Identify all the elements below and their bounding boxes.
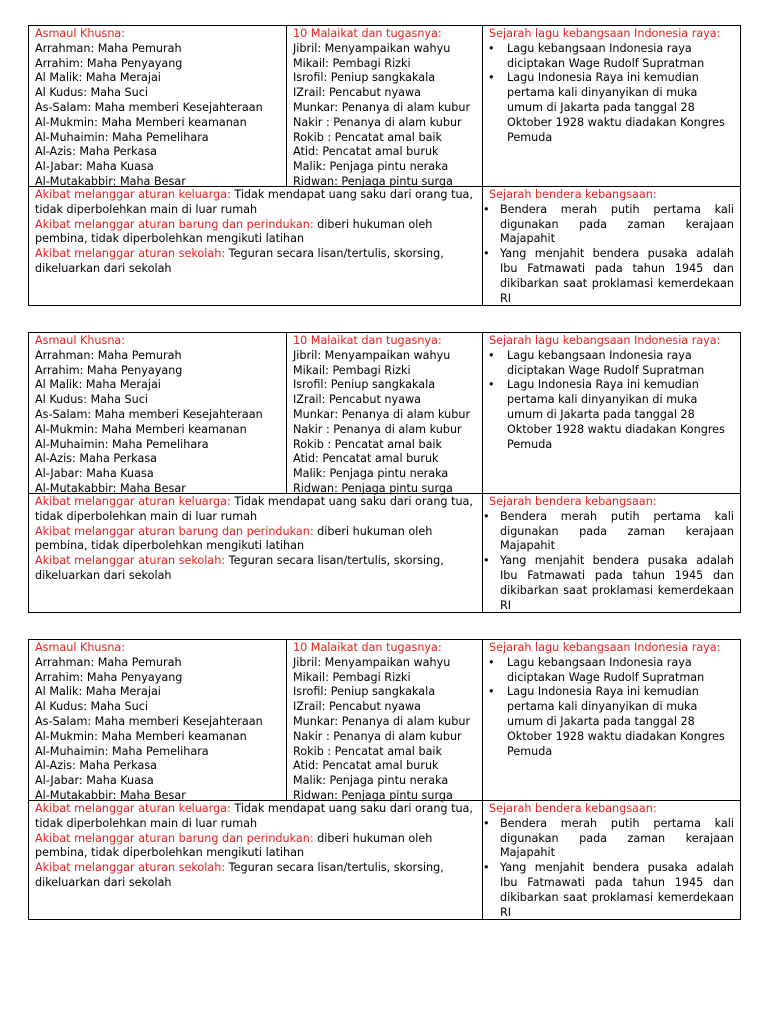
aturan-keluarga-text: Tidak mendapat uang saku dari orang tua, tidak diperbolehkan main di luar rumah (35, 495, 473, 523)
info-card (28, 25, 741, 306)
aturan-barung-text: diberi hukuman oleh pembina, tidak diperbolehkan mengikuti latihan (35, 217, 433, 246)
info-card (28, 332, 741, 613)
aturan-sekolah-label: Akibat melanggar aturan sekolah: (35, 247, 226, 261)
lagu-item-text: Lagu kebangsaan Indonesia raya diciptakan Wage Rudolf Supratman (507, 348, 705, 377)
bullet-icon: • (488, 348, 495, 362)
malaikat-item: Ridwan: Penjaga pintu surga (293, 788, 453, 802)
list-item (489, 685, 734, 759)
aturan-barung-label: Akibat melanggar aturan barung dan perindukan: (35, 831, 314, 845)
asmaul-item: Arrahim: Maha Penyayang (35, 670, 183, 684)
list-item (489, 71, 734, 145)
malaikat-item: Atid: Pencatat amal buruk (293, 452, 439, 466)
asmaul-khusna-title: Asmaul Khusna: (35, 334, 126, 347)
lagu-item-text: Lagu kebangsaan Indonesia raya diciptakan Wage Rudolf Supratman (507, 655, 705, 684)
aturan-keluarga-text: Tidak mendapat uang saku dari orang tua, tidak diperbolehkan main di luar rumah (35, 188, 473, 216)
info-card (28, 639, 741, 920)
lagu-item-text: Lagu kebangsaan Indonesia raya diciptakan Wage Rudolf Supratman (507, 41, 705, 70)
lagu-title: Sejarah lagu kebangsaan Indonesia raya: (489, 27, 721, 40)
aturan-sekolah (35, 247, 476, 277)
bendera-item-text: Yang menjahit bendera pusaka adalah Ibu Fatmawati pada tahun 1945 dan dikibarkan saat proklamasi kemerdekaan RI (500, 861, 734, 919)
aturan-barung (35, 832, 476, 862)
malaikat-item: Nakir : Penanya di alam kubur (293, 422, 462, 436)
malaikat-item: Isrofil: Peniup sangkakala (293, 685, 436, 699)
asmaul-item: Al Malik: Maha Merajai (35, 378, 161, 392)
asmaul-item: Al Kudus: Maha Suci (35, 86, 148, 100)
asmaul-item: Al-Mukmin: Maha Memberi keamanan (35, 729, 247, 743)
bullet-icon: • (483, 247, 490, 261)
asmaul-item: Al-Jabar: Maha Kuasa (35, 774, 154, 788)
bendera-item-text: Bendera merah putih pertama kali digunakan pada zaman kerajaan Majapahit (500, 202, 734, 246)
bendera-list (483, 509, 734, 614)
list-item (489, 42, 734, 72)
asmaul-item: Arrahman: Maha Pemurah (35, 655, 182, 669)
asmaul-item: As-Salam: Maha memberi Kesejahteraan (35, 407, 263, 421)
asmaul-khusna-cell (29, 333, 287, 494)
malaikat-cell (287, 333, 483, 494)
bullet-icon: • (488, 378, 495, 392)
asmaul-item: Al-Mutakabbir: Maha Besar (35, 174, 186, 188)
aturan-keluarga-label: Akibat melanggar aturan keluarga: (35, 188, 231, 201)
asmaul-khusna-title: Asmaul Khusna: (35, 641, 126, 654)
malaikat-item: Rokib : Pencatat amal baik (293, 437, 443, 451)
aturan-keluarga (35, 802, 476, 832)
malaikat-item: Mikail: Pembagi Rizki (293, 363, 411, 377)
malaikat-item: Ridwan: Penjaga pintu surga (293, 174, 453, 188)
aturan-keluarga (35, 188, 476, 218)
asmaul-item: Al-Azis: Maha Perkasa (35, 759, 158, 773)
aturan-barung (35, 525, 476, 555)
list-item (483, 509, 734, 554)
malaikat-cell (287, 640, 483, 801)
asmaul-item: As-Salam: Maha memberi Kesejahteraan (35, 100, 263, 114)
bullet-icon: • (483, 509, 490, 523)
malaikat-item: Ridwan: Penjaga pintu surga (293, 481, 453, 495)
malaikat-item: Rokib : Pencatat amal baik (293, 130, 443, 144)
bullet-icon: • (488, 71, 495, 85)
malaikat-item: Atid: Pencatat amal buruk (293, 759, 439, 773)
asmaul-khusna-cell (29, 26, 287, 187)
bendera-list (483, 202, 734, 307)
list-item (483, 554, 734, 613)
asmaul-item: Al Malik: Maha Merajai (35, 685, 161, 699)
asmaul-item: Arrahman: Maha Pemurah (35, 348, 182, 362)
malaikat-item: Isrofil: Peniup sangkakala (293, 378, 436, 392)
malaikat-item: Munkar: Penanya di alam kubur (293, 407, 471, 421)
asmaul-item: Al-Muhaimin: Maha Pemelihara (35, 130, 209, 144)
asmaul-item: Al-Jabar: Maha Kuasa (35, 160, 154, 174)
bendera-title: Sejarah bendera kebangsaan: (489, 802, 657, 815)
aturan-keluarga-text: Tidak mendapat uang saku dari orang tua, tidak diperbolehkan main di luar rumah (35, 802, 473, 830)
malaikat-item: Jibril: Menyampaikan wahyu (293, 41, 451, 55)
malaikat-item: Atid: Pencatat amal buruk (293, 145, 439, 159)
malaikat-title: 10 Malaikat dan tugasnya: (293, 334, 442, 347)
bendera-cell (483, 801, 740, 919)
malaikat-title: 10 Malaikat dan tugasnya: (293, 641, 442, 654)
malaikat-item: Mikail: Pembagi Rizki (293, 670, 411, 684)
malaikat-item: IZrail: Pencabut nyawa (293, 86, 421, 100)
malaikat-item: Munkar: Penanya di alam kubur (293, 714, 471, 728)
bendera-cell (483, 494, 740, 612)
asmaul-item: As-Salam: Maha memberi Kesejahteraan (35, 714, 263, 728)
malaikat-item: Jibril: Menyampaikan wahyu (293, 655, 451, 669)
bullet-icon: • (488, 41, 495, 55)
asmaul-khusna-cell (29, 640, 287, 801)
malaikat-item: Nakir : Penanya di alam kubur (293, 729, 462, 743)
malaikat-title: 10 Malaikat dan tugasnya: (293, 27, 442, 40)
list-item (483, 247, 734, 306)
lagu-kebangsaan-cell (483, 26, 740, 187)
asmaul-item: Al-Mukmin: Maha Memberi keamanan (35, 115, 247, 129)
aturan-sekolah (35, 861, 476, 891)
aturan-sekolah-label: Akibat melanggar aturan sekolah: (35, 861, 226, 875)
aturan-cell (29, 187, 483, 305)
bendera-item-text: Yang menjahit bendera pusaka adalah Ibu Fatmawati pada tahun 1945 dan dikibarkan saat proklamasi kemerdekaan RI (500, 554, 734, 612)
malaikat-item: Malik: Penjaga pintu neraka (293, 467, 449, 481)
lagu-list (489, 42, 734, 146)
aturan-barung (35, 218, 476, 248)
malaikat-item: Mikail: Pembagi Rizki (293, 56, 411, 70)
bendera-title: Sejarah bendera kebangsaan: (489, 188, 657, 201)
aturan-keluarga (35, 495, 476, 525)
bendera-item-text: Bendera merah putih pertama kali digunakan pada zaman kerajaan Majapahit (500, 816, 734, 860)
asmaul-item: Al-Muhaimin: Maha Pemelihara (35, 744, 209, 758)
asmaul-item: Al-Jabar: Maha Kuasa (35, 467, 154, 481)
list-item (483, 202, 734, 247)
asmaul-item: Al-Muhaimin: Maha Pemelihara (35, 437, 209, 451)
list-item (489, 349, 734, 379)
bendera-item-text: Bendera merah putih pertama kali digunakan pada zaman kerajaan Majapahit (500, 509, 734, 553)
malaikat-item: IZrail: Pencabut nyawa (293, 393, 421, 407)
asmaul-item: Al Kudus: Maha Suci (35, 393, 148, 407)
bullet-icon: • (483, 554, 490, 568)
malaikat-item: Rokib : Pencatat amal baik (293, 744, 443, 758)
malaikat-item: Jibril: Menyampaikan wahyu (293, 348, 451, 362)
asmaul-item: Arrahim: Maha Penyayang (35, 363, 183, 377)
aturan-keluarga-label: Akibat melanggar aturan keluarga: (35, 495, 231, 508)
bullet-icon: • (488, 685, 495, 699)
bendera-title: Sejarah bendera kebangsaan: (489, 495, 657, 508)
bendera-cell (483, 187, 740, 305)
lagu-kebangsaan-cell (483, 640, 740, 801)
bendera-list (483, 816, 734, 921)
list-item (483, 861, 734, 920)
malaikat-item: IZrail: Pencabut nyawa (293, 700, 421, 714)
aturan-sekolah-text: Teguran secara lisan/tertulis, skorsing, dikeluarkan dari sekolah (35, 247, 444, 275)
lagu-kebangsaan-cell (483, 333, 740, 494)
aturan-barung-label: Akibat melanggar aturan barung dan perindukan: (35, 217, 314, 231)
malaikat-item: Nakir : Penanya di alam kubur (293, 115, 462, 129)
bullet-icon: • (483, 816, 490, 830)
asmaul-item: Arrahim: Maha Penyayang (35, 56, 183, 70)
aturan-barung-text: diberi hukuman oleh pembina, tidak diperbolehkan mengikuti latihan (35, 524, 433, 553)
asmaul-item: Al Malik: Maha Merajai (35, 71, 161, 85)
aturan-cell (29, 801, 483, 919)
lagu-title: Sejarah lagu kebangsaan Indonesia raya: (489, 334, 721, 347)
lagu-list (489, 349, 734, 453)
malaikat-item: Malik: Penjaga pintu neraka (293, 160, 449, 174)
aturan-sekolah-label: Akibat melanggar aturan sekolah: (35, 554, 226, 568)
list-item (489, 656, 734, 686)
list-item (483, 816, 734, 861)
bendera-item-text: Yang menjahit bendera pusaka adalah Ibu Fatmawati pada tahun 1945 dan dikibarkan saat proklamasi kemerdekaan RI (500, 247, 734, 305)
malaikat-item: Malik: Penjaga pintu neraka (293, 774, 449, 788)
lagu-item-text: Lagu Indonesia Raya ini kemudian pertama kali dinyanyikan di muka umum di Jakarta pada tanggal 28 Oktober 1928 waktu diadakan Kongres Pemuda (507, 71, 725, 144)
aturan-cell (29, 494, 483, 612)
aturan-barung-label: Akibat melanggar aturan barung dan perindukan: (35, 524, 314, 538)
asmaul-item: Al-Mukmin: Maha Memberi keamanan (35, 422, 247, 436)
malaikat-item: Munkar: Penanya di alam kubur (293, 100, 471, 114)
asmaul-item: Al Kudus: Maha Suci (35, 700, 148, 714)
asmaul-item: Al-Mutakabbir: Maha Besar (35, 481, 186, 495)
bullet-icon: • (488, 655, 495, 669)
bullet-icon: • (483, 202, 490, 216)
aturan-sekolah-text: Teguran secara lisan/tertulis, skorsing, dikeluarkan dari sekolah (35, 861, 444, 889)
lagu-item-text: Lagu Indonesia Raya ini kemudian pertama kali dinyanyikan di muka umum di Jakarta pada tanggal 28 Oktober 1928 waktu diadakan Kongres Pemuda (507, 378, 725, 451)
lagu-item-text: Lagu Indonesia Raya ini kemudian pertama kali dinyanyikan di muka umum di Jakarta pada tanggal 28 Oktober 1928 waktu diadakan Kongres Pemuda (507, 685, 725, 758)
lagu-title: Sejarah lagu kebangsaan Indonesia raya: (489, 641, 721, 654)
bullet-icon: • (483, 861, 490, 875)
asmaul-item: Arrahman: Maha Pemurah (35, 41, 182, 55)
aturan-sekolah (35, 554, 476, 584)
lagu-list (489, 656, 734, 760)
asmaul-item: Al-Azis: Maha Perkasa (35, 145, 158, 159)
list-item (489, 378, 734, 452)
malaikat-item: Isrofil: Peniup sangkakala (293, 71, 436, 85)
asmaul-khusna-title: Asmaul Khusna: (35, 27, 126, 40)
aturan-sekolah-text: Teguran secara lisan/tertulis, skorsing, dikeluarkan dari sekolah (35, 554, 444, 582)
asmaul-item: Al-Mutakabbir: Maha Besar (35, 788, 186, 802)
aturan-barung-text: diberi hukuman oleh pembina, tidak diperbolehkan mengikuti latihan (35, 831, 433, 860)
asmaul-item: Al-Azis: Maha Perkasa (35, 452, 158, 466)
malaikat-cell (287, 26, 483, 187)
aturan-keluarga-label: Akibat melanggar aturan keluarga: (35, 802, 231, 815)
